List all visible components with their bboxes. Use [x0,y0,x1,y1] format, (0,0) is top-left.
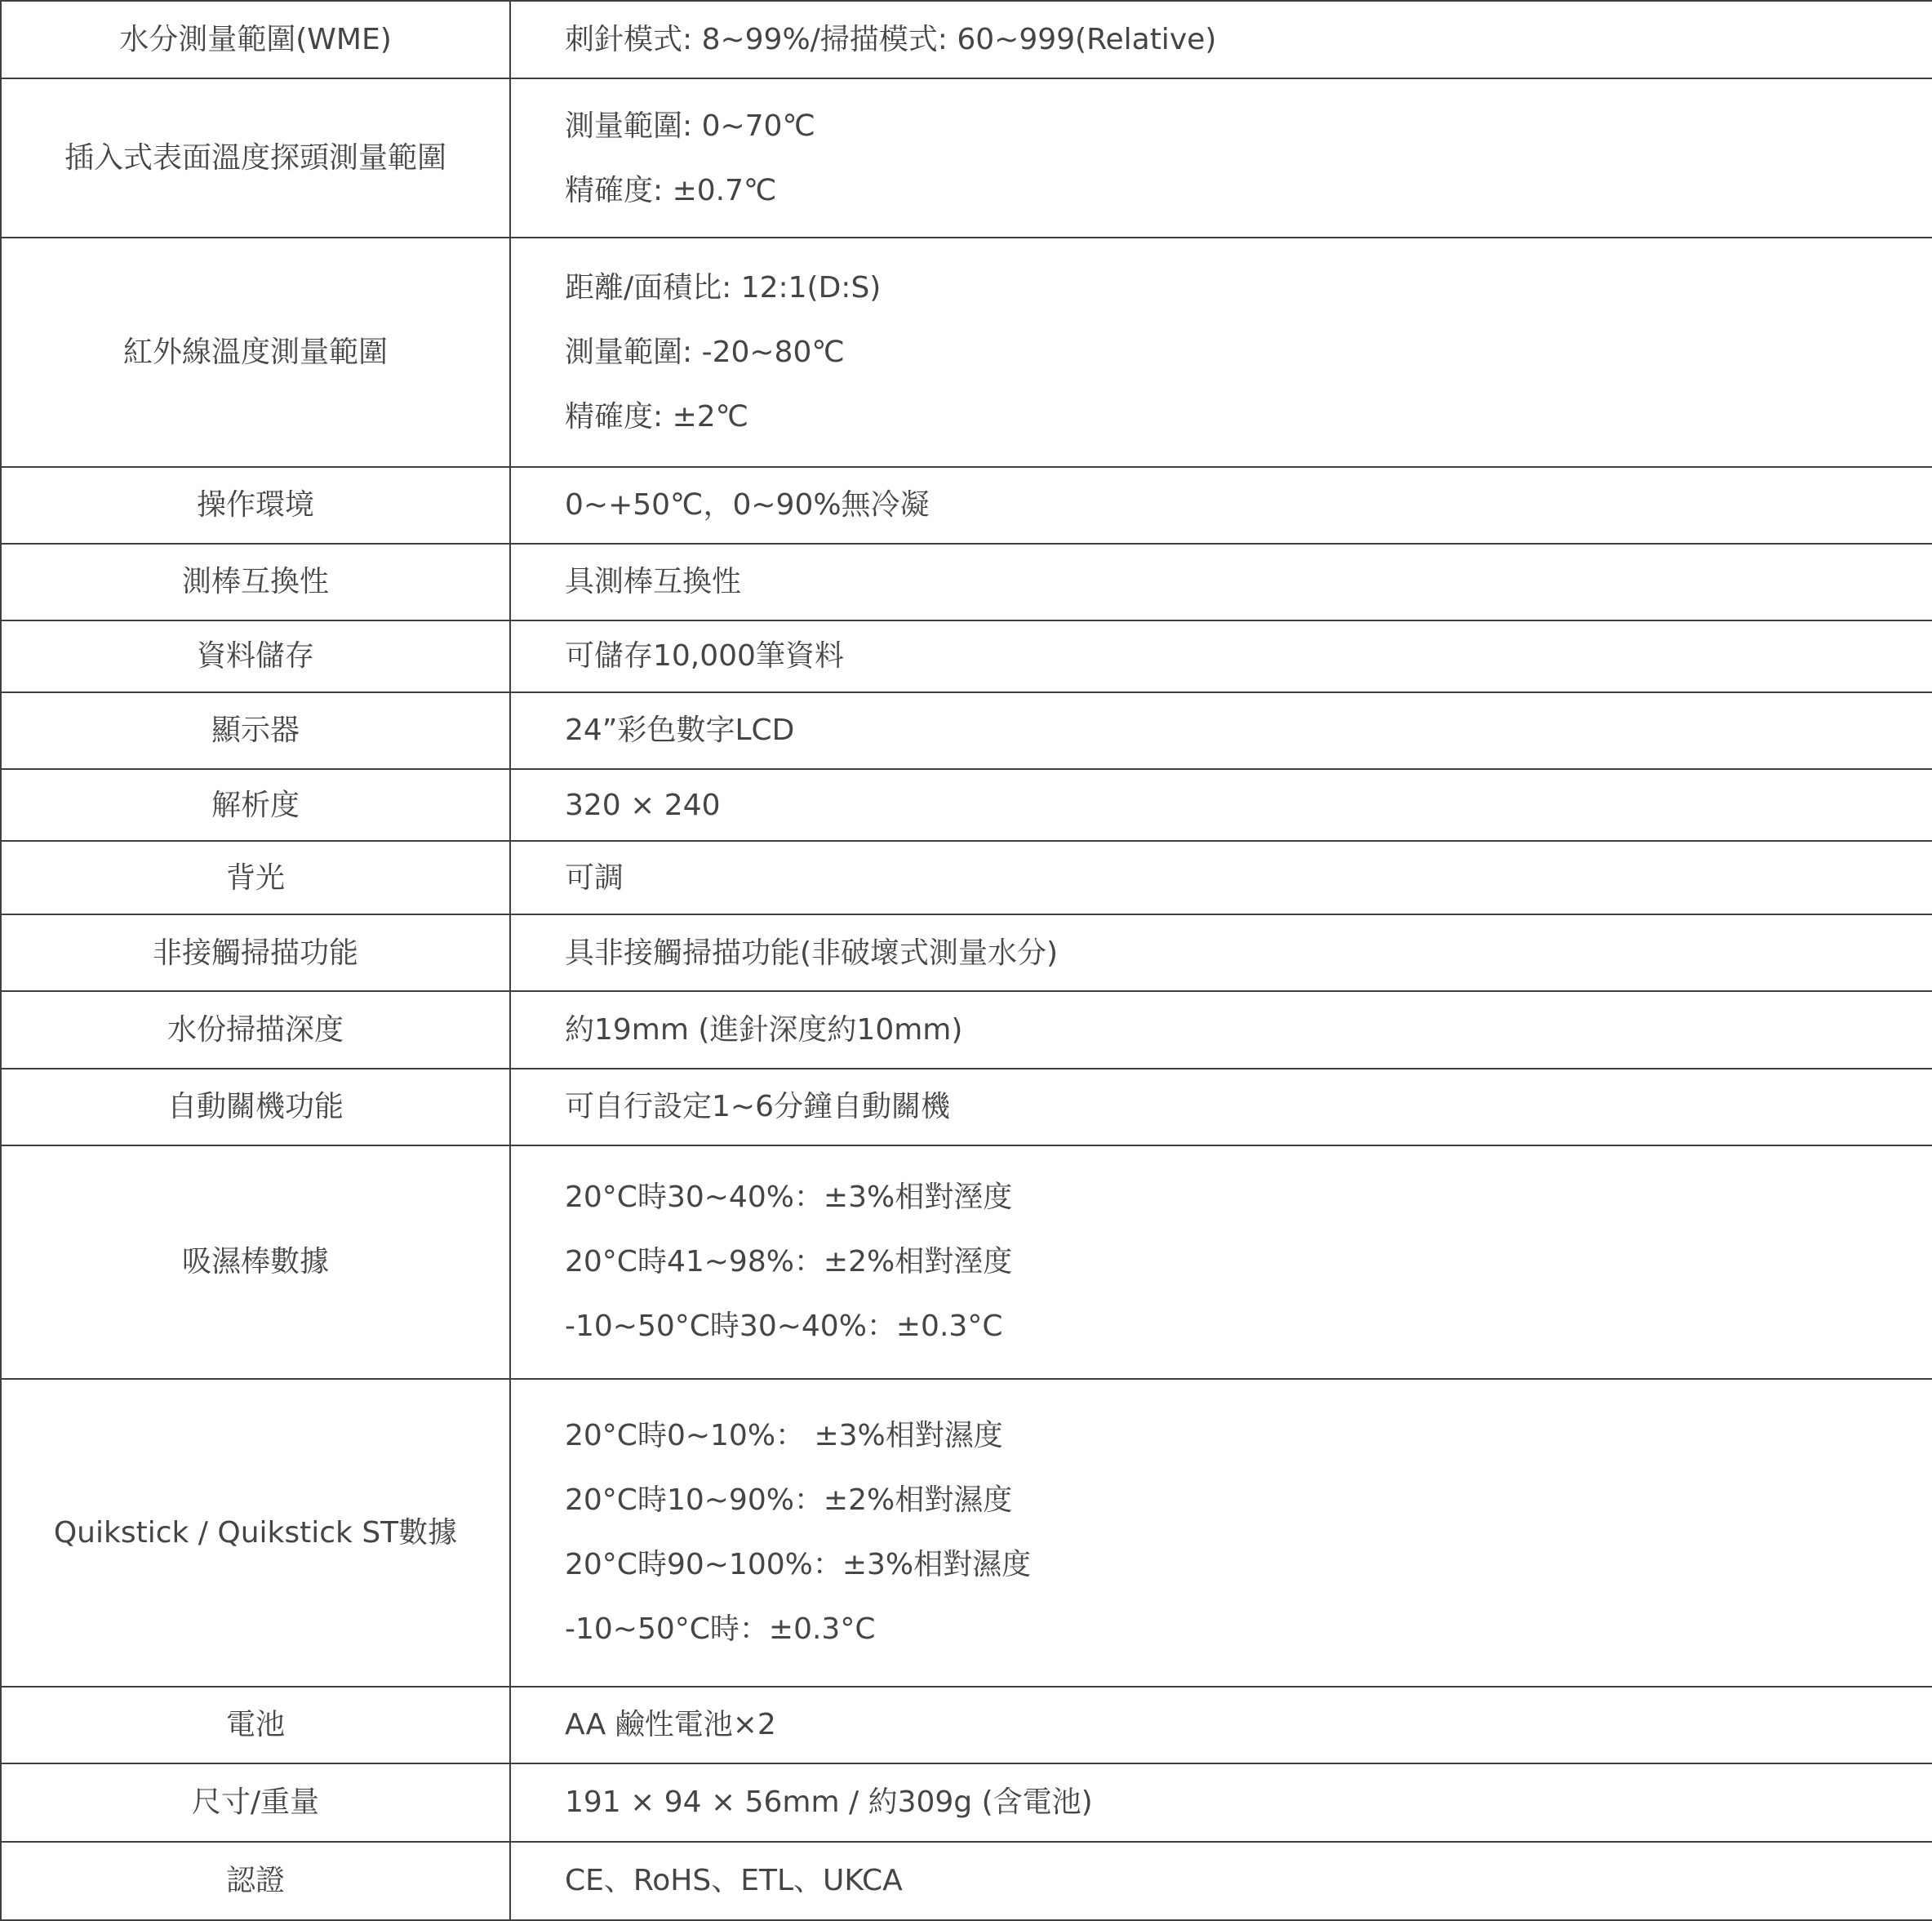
spec-table-body [1,1,1932,1920]
spec-row [1,1842,1932,1920]
spec-row [1,1379,1932,1686]
spec-value [510,991,1932,1068]
spec-value-line: 20°C時10~90%：±2%相對濕度 [565,1483,1013,1518]
spec-value [510,914,1932,991]
spec-row [1,692,1932,769]
spec-row [1,991,1932,1068]
spec-value-line: 精確度: ±2℃ [565,400,749,434]
spec-label: 測棒互換性 [1,544,510,620]
spec-value-line: -10~50°C時30~40%：±0.3°C [565,1310,1003,1344]
spec-row [1,1069,1932,1145]
spec-row [1,467,1932,544]
spec-value-line: 20°C時90~100%：±3%相對濕度 [565,1548,1032,1582]
spec-value [510,78,1932,238]
spec-value [510,1069,1932,1145]
spec-value [510,544,1932,620]
spec-row [1,841,1932,914]
spec-value [510,692,1932,769]
spec-label: 紅外線溫度測量範圍 [1,238,510,466]
spec-value-line: 測量範圍: 0~70℃ [565,109,815,143]
spec-value [510,1,1932,78]
spec-row [1,620,1932,692]
spec-value [510,1145,1932,1379]
spec-row [1,78,1932,238]
spec-row [1,914,1932,991]
spec-value-line: 測量範圍: -20~80℃ [565,336,845,370]
spec-row [1,1687,1932,1763]
spec-label: 認證 [1,1842,510,1920]
spec-label: 背光 [1,841,510,914]
spec-value-line: 24”彩色數字LCD [565,714,795,748]
spec-value [510,1842,1932,1920]
spec-label: 資料儲存 [1,620,510,692]
spec-label: 非接觸掃描功能 [1,914,510,991]
spec-value-line: CE、RoHS、ETL、UKCA [565,1864,903,1898]
spec-value-line: 20°C時30~40%：±3%相對溼度 [565,1181,1013,1215]
spec-row [1,1763,1932,1842]
spec-label: 吸濕棒數據 [1,1145,510,1379]
spec-value-line: 具非接觸掃描功能(非破壞式測量水分) [565,936,1059,970]
spec-value-line: 距離/面積比: 12:1(D:S) [565,271,882,305]
spec-value [510,841,1932,914]
spec-value-line: 20°C時41~98%：±2%相對溼度 [565,1245,1013,1279]
spec-value [510,1763,1932,1842]
spec-label: 自動關機功能 [1,1069,510,1145]
spec-value-line: 191 × 94 × 56mm / 約309g (含電池) [565,1785,1093,1820]
spec-value [510,620,1932,692]
spec-label: 插入式表面溫度探頭測量範圍 [1,78,510,238]
spec-value-line: 可自行設定1~6分鐘自動關機 [565,1090,950,1124]
spec-row [1,238,1932,466]
spec-value-line: 具測棒互換性 [565,565,742,599]
spec-label: 水分測量範圍(WME) [1,1,510,78]
spec-label: 水份掃描深度 [1,991,510,1068]
spec-value-line: 約19mm (進針深度約10mm) [565,1012,963,1047]
spec-row [1,544,1932,620]
spec-value-line: 可儲存10,000筆資料 [565,639,844,674]
spec-value [510,769,1932,841]
spec-label: 解析度 [1,769,510,841]
spec-value [510,1687,1932,1763]
spec-value-line: 刺針模式: 8~99%/掃描模式: 60~999(Relative) [565,22,1217,56]
spec-value-line: 精確度: ±0.7℃ [565,173,777,207]
spec-value-line: 可調 [565,860,624,895]
spec-label: 電池 [1,1687,510,1763]
spec-row [1,769,1932,841]
spec-label: 尺寸/重量 [1,1763,510,1842]
spec-value [510,1379,1932,1686]
spec-label: 操作環境 [1,467,510,544]
spec-value-line: -10~50°C時：±0.3°C [565,1612,876,1647]
spec-label: 顯示器 [1,692,510,769]
spec-value [510,238,1932,466]
spec-value-line: AA 鹼性電池×2 [565,1707,776,1741]
spec-value-line: 0~+50℃，0~90%無冷凝 [565,488,930,522]
spec-value-line: 320 × 240 [565,788,721,822]
spec-value-line: 20°C時0~10%： ±3%相對濕度 [565,1419,1003,1453]
spec-row [1,1,1932,78]
spec-row [1,1145,1932,1379]
spec-value [510,467,1932,544]
spec-label: Quikstick / Quikstick ST數據 [1,1379,510,1686]
